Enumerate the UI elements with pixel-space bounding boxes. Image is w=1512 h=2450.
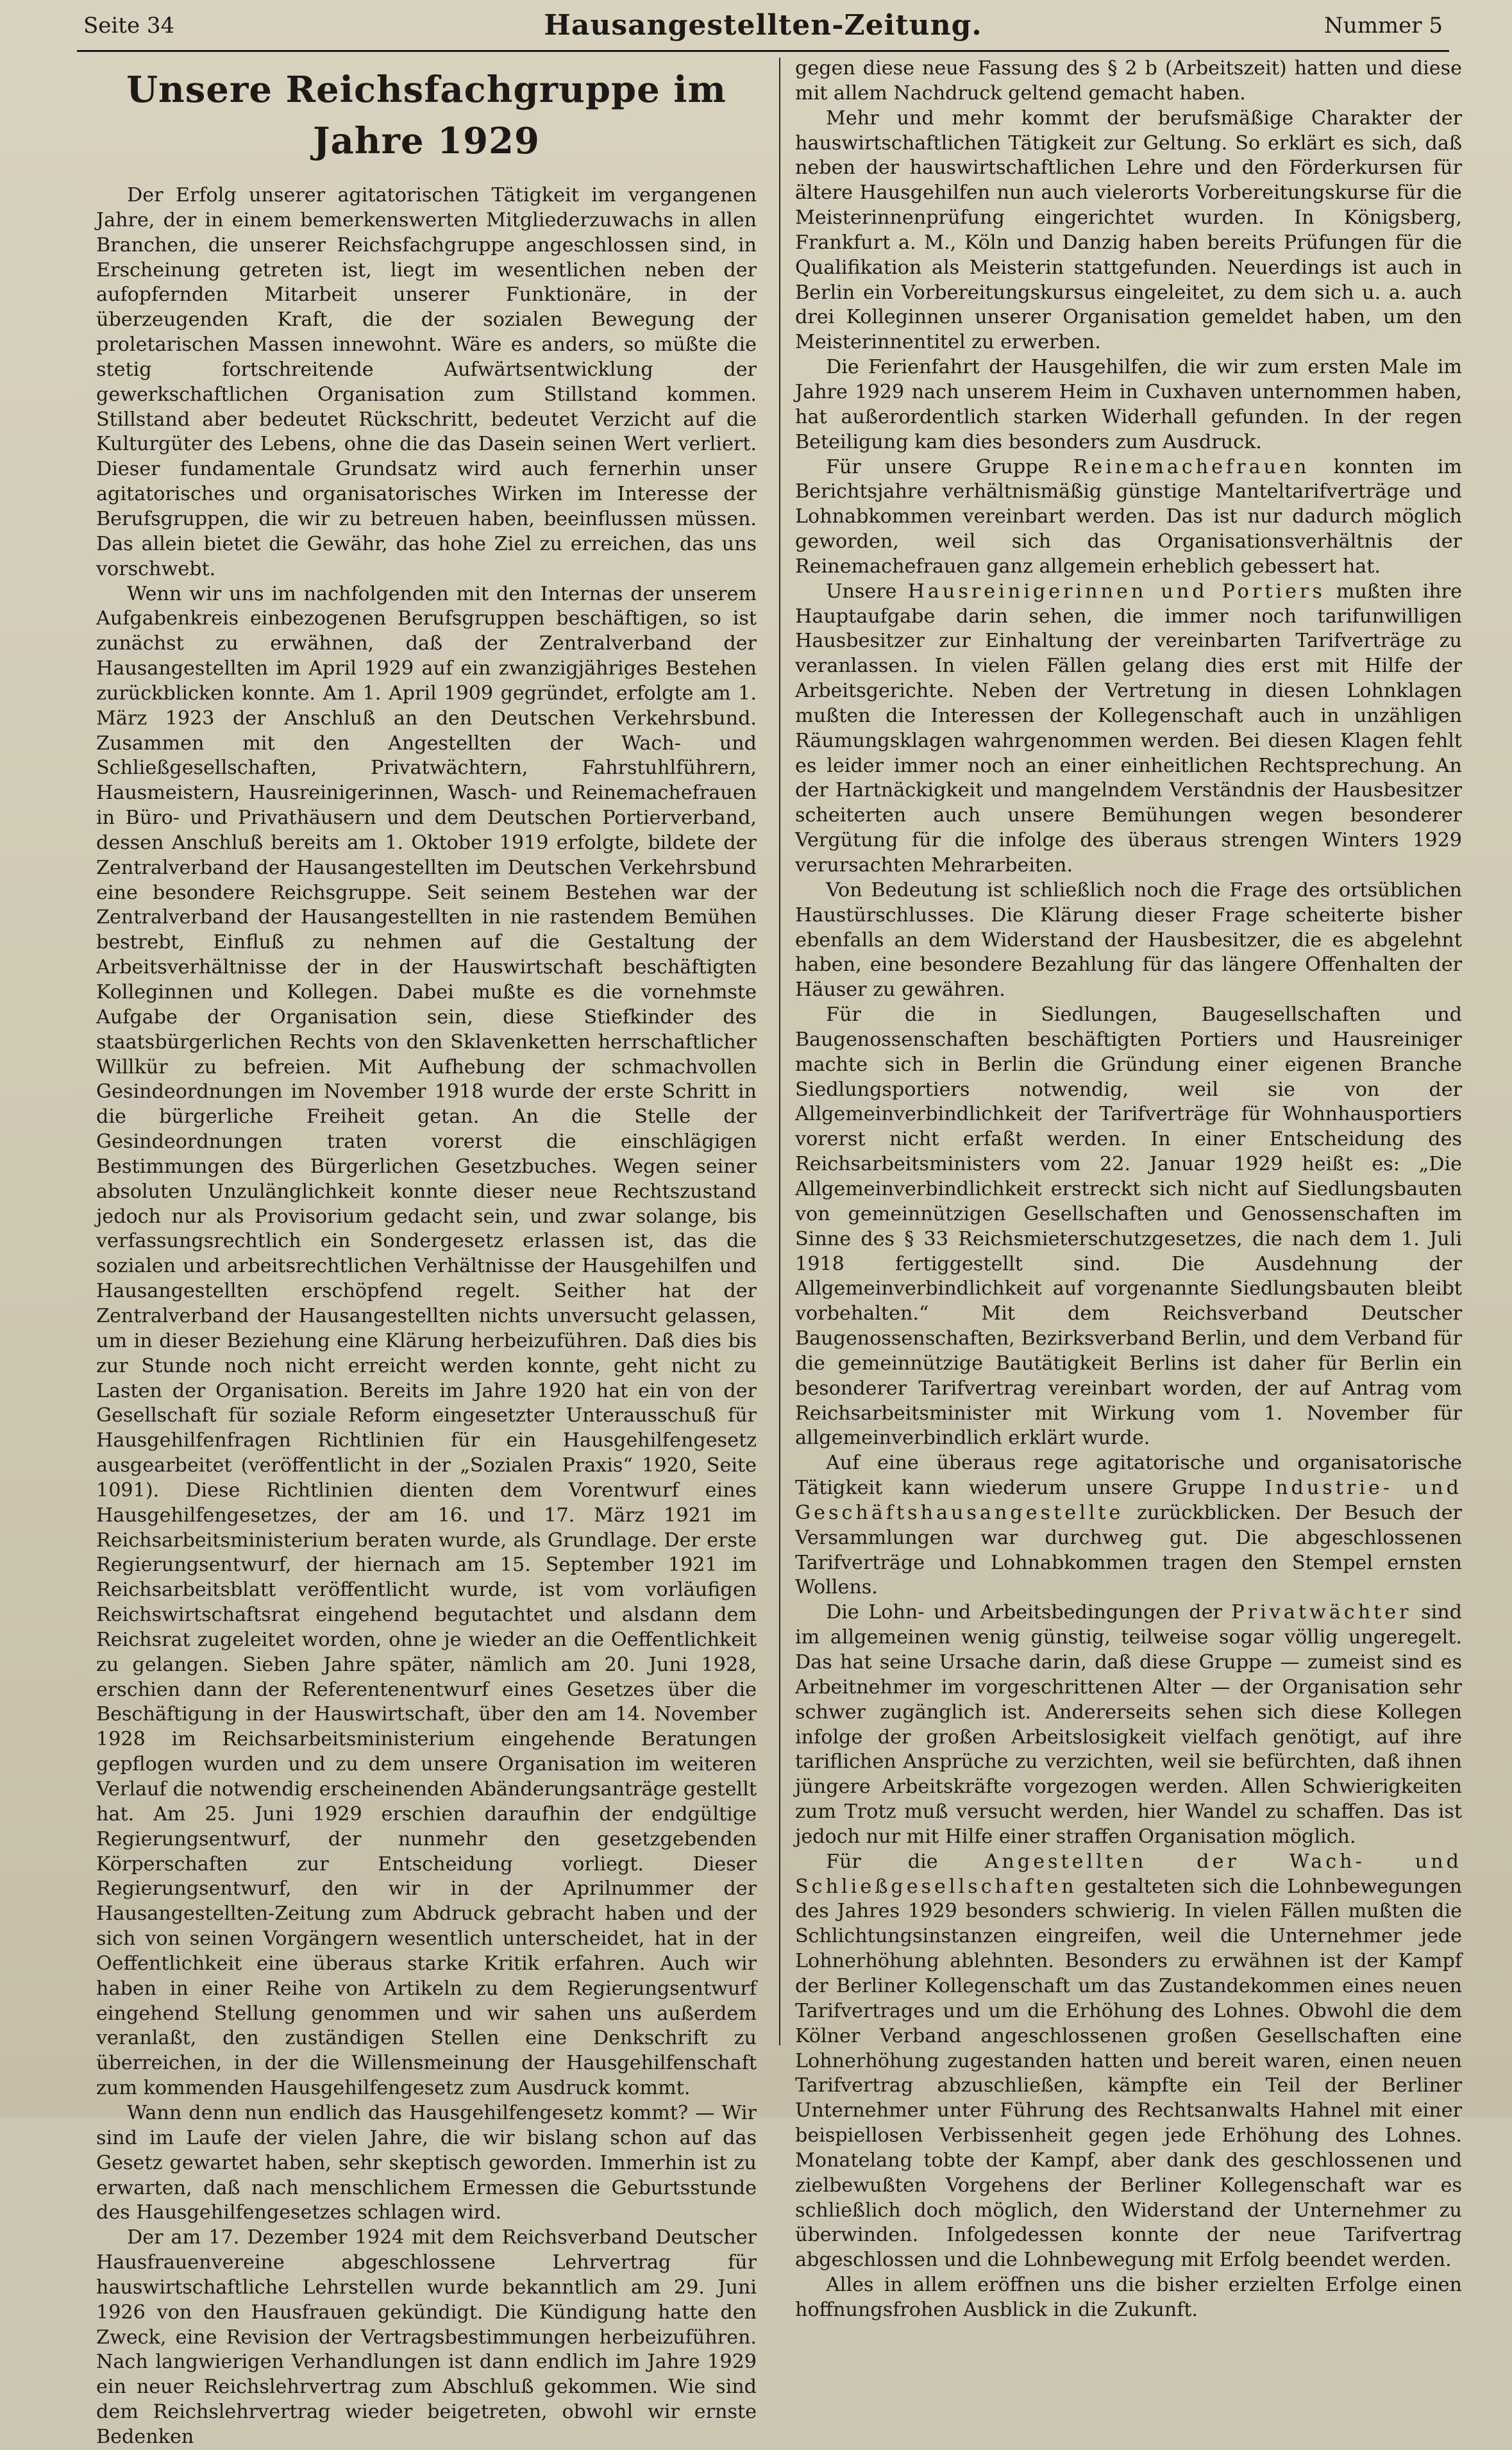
issue-number: Nummer 5 <box>1324 13 1443 38</box>
publication-title: Hausangestellten-Zeitung. <box>544 9 982 42</box>
running-head <box>83 6 1443 45</box>
paragraph-text: Für unsere Gruppe <box>826 455 1073 478</box>
header-rule <box>77 50 1449 52</box>
article-headline: Unsere Reichsfachgruppe im Jahre 1929 <box>126 69 727 162</box>
right-paragraph <box>795 1600 1462 1849</box>
left-paragraph: Wann denn nun endlich das Hausgehilfengesetz kommt? — Wir sind im Laufe der vielen Jahre, die wir bislang schon auf das Gesetz gewartet haben, sehr skeptisch geworden. Immerhin ist zu erwarten, daß nach menschlichem Ermessen die Geburtsstunde des Hausgehilfengesetzes schlagen wird. <box>96 2101 757 2224</box>
paragraph-text: sind im allgemeinen wenig günstig, teilweise sogar völlig ungeregelt. Das hat seine Ursache darin, daß diese Gruppe — zumeist sind es Arbeitnehmer im vorgeschrittenen Alter — der Organisation sehr schwer zugänglich ist. Andererseits sehen sich diese Kollegen infolge der großen Arbeitslosigkeit vielfach genötigt, auf ihre tariflichen Ansprüche zu verzichten, weil sie befürchten, daß ihnen jüngere Arbeitskräfte vorgezogen werden. Allen Schwierigkeiten zum Trotz muß versucht werden, hier Wandel zu schaffen. Das ist jedoch nur mit Hilfe einer straffen Organisation möglich. <box>795 1601 1463 1848</box>
right-column <box>795 56 1462 2323</box>
paragraph-text: Die Lohn- und Arbeitsbedingungen der <box>826 1601 1232 1624</box>
paragraph-text: mußten ihre Hauptaufgabe darin sehen, die immer noch tarifunwilligen Hausbesitzer zur Einhaltung der vereinbarten Tarifverträge zu veranlassen. In vielen Fällen gelang dies erst mit Hilfe der Arbeitsgerichte. Neben der Vertretung in diesen Lohnklagen mußten die Interessen der Kollegenschaft auch in unzähligen Räumungsklagen wahrgenommen werden. Bei diesen Klagen fehlt es leider immer noch an einer einheitlichen Rechtsprechung. An der Hartnäckigkeit und mangelndem Verständnis der Hausbesitzer scheiterten auch unsere Bemühungen wegen besonderer Vergütung für die infolge des überaus strengen Winters 1929 verursachten Mehrarbeiten. <box>795 580 1462 877</box>
right-paragraph <box>795 1451 1462 1600</box>
right-paragraph: Die Ferienfahrt der Hausgehilfen, die wir zum ersten Male im Jahre 1929 nach unserem Heim in Cuxhaven unternommen haben, hat außerordentlich starken Widerhall gefunden. In der regen Beteiligung kam dies besonders zum Ausdruck. <box>795 356 1462 453</box>
paragraph-text: Unsere <box>826 580 908 603</box>
left-paragraph: Der Erfolg unserer agitatorischen Tätigkeit im vergangenen Jahre, der in einem bemerkenswerten Mitgliederzuwachs in allen Branchen, die unserer Reichsfachgruppe angeschlossen sind, in Erscheinung getreten ist, liegt im wesentlichen neben der aufopfernden Mitarbeit unserer Funktionäre, in der überzeugenden Kraft, die der sozialen Bewegung der proletarischen Massen innewohnt. Wäre es anders, so müßte die stetig fortschreitende Aufwärtsentwicklung der gewerkschaftlichen Organisation zum Stillstand kommen. Stillstand aber bedeutet Rückschritt, bedeutet Verzicht auf die Kulturgüter des Lebens, ohne die das Dasein seinen Wert verliert. Dieser fundamentale Grundsatz wird auch fernerhin unser agitatorisches und organisatorisches Wirken im Interesse der Berufsgruppen, die wir zu betreuen haben, beeinflussen müssen. Das allein bietet die Gewähr, das hohe Ziel zu erreichen, das uns vorschwebt. <box>96 184 757 580</box>
right-paragraph <box>795 580 1462 878</box>
paragraph-text: zurückblicken. Der Besuch der Versammlungen war durchweg gut. Die abgeschlossenen Tarifverträge und Lohnabkommen tragen den Stempel ernsten Wollens. <box>795 1501 1462 1599</box>
right-paragraph: Für die in Siedlungen, Baugesellschaften und Baugenossenschaften beschäftigten Portiers und Hausreiniger machte sich in Berlin die Gründung einer eigenen Branche Siedlungsportiers notwendig, weil sie von der Allgemeinverbindlichkeit der Tarifverträge für Wohnhausportiers vorerst nicht erfaßt werden. In einer Entscheidung des Reichsarbeitsministers vom 22. Januar 1929 heißt es: „Die Allgemeinverbindlichkeit erstreckt sich nicht auf Siedlungsbauten von gemeinnützigen Gesellschaften und Genossenschaften im Sinne des § 33 Reichsmieterschutzgesetzes, die nach dem 1. Juli 1918 fertiggestellt sind. Die Ausdehnung der Allgemeinverbindlichkeit auf vorgenannte Siedlungsbauten bleibt vorbehalten.“ Mit dem Reichsverband Deutscher Baugenossenschaften, Bezirksverband Berlin, und dem Verband für die gemeinnützige Bautätigkeit Berlins ist daher für Berlin ein besonderer Tarifvertrag vereinbart worden, der auf Antrag vom Reichsarbeitsminister mit Wirkung vom 1. November für allgemeinverbindlich erklärt wurde. <box>795 1003 1462 1450</box>
paragraph-text: gestalteten sich die Lohnbewegungen des Jahres 1929 besonders schwierig. In vielen Fällen mußten die Schlichtungsinstanzen eingreifen, weil die Unternehmer jede Lohnerhöhung ablehnten. Besonders zu erwähnen ist der Kampf der Berliner Kollegenschaft um das Zustandekommen eines neuen Tarifvertrages und um die Erhöhung des Lohnes. Obwohl die dem Kölner Verband angeschlossenen großen Gesellschaften eine Lohnerhöhung zugestanden hatten und bereit waren, einen neuen Tarifvertrag abzuschließen, kämpfte ein Teil der Berliner Unternehmer unter Führung des Rechtsanwalts Hahnel mit einer beispiellosen Verbissenheit gegen jede Erhöhung des Lohnes. Monatelang tobte der Kampf, aber dank des geschlossenen und zielbewußten Vorgehens der Berliner Kollegenschaft war es schließlich doch möglich, den Widerstand der Unternehmer zu überwinden. Infolgedessen konnte der neue Tarifvertrag abgeschlossen und die Lohnbewegung mit Erfolg beendet werden. <box>795 1875 1462 2272</box>
right-paragraph <box>795 1850 1462 2273</box>
right-paragraph <box>795 455 1462 580</box>
right-paragraph: Mehr und mehr kommt der berufsmäßige Charakter der hauswirtschaftlichen Tätigkeit zur Geltung. So erklärt es sich, daß neben der hauswirtschaftlichen Lehre und den Förderkursen für ältere Hausgehilfen nun auch vielerorts Vorbereitungskurse für die Meisterinnenprüfung eingerichtet wurden. In Königsberg, Frankfurt a. M., Köln und Danzig haben bereits Prüfungen für die Qualifikation als Meisterin stattgefunden. Neuerdings ist auch in Berlin ein Vorbereitungskursus eingeleitet, zu dem sich u. a. auch drei Kolleginnen unserer Organisation gemeldet haben, um den Meisterinnentitel zu erwerben. <box>795 106 1462 354</box>
right-paragraph: gegen diese neue Fassung des § 2 b (Arbeitszeit) hatten und diese mit allem Nachdruck geltend gemacht haben. <box>795 57 1462 105</box>
paragraph-text: Auf eine überaus rege agitatorische und organisatorische Tätigkeit kann wiederum unsere Gruppe <box>795 1452 1462 1500</box>
right-paragraph: Von Bedeutung ist schließlich noch die Frage des ortsüblichen Haustürschlusses. Die Klärung dieser Frage scheiterte bisher ebenfalls an dem Widerstand der Hausbesitzer, die es abgelehnt haben, eine besondere Bezahlung für das längere Offenhalten der Häuser zu gewähren. <box>795 878 1462 1002</box>
spaced-emphasis: Angestellten der Wach- und Schließgesellschaften <box>795 1850 1462 1898</box>
spaced-emphasis: Hausreinigerinnen und Portiers <box>907 580 1325 603</box>
spaced-emphasis: Reinemachefrauen <box>1073 455 1310 478</box>
page-number: Seite 34 <box>83 13 175 38</box>
right-paragraph: Alles in allem eröffnen uns die bisher erzielten Erfolge einen hoffnungsfrohen Ausblick in die Zukunft. <box>795 2274 1462 2321</box>
paragraph-text: Für die <box>826 1850 985 1873</box>
left-paragraph: Wenn wir uns im nachfolgenden mit den Internas der unserem Aufgabenkreis einbezogenen Berufsgruppen beschäftigen, so ist zunächst zu erwähnen, daß der Zentralverband der Hausangestellten im April 1929 auf ein zwanzigjähriges Bestehen zurückblicken konnte. Am 1. April 1909 gegründet, erfolgte am 1. März 1923 der Anschluß an den Deutschen Verkehrsbund. Zusammen mit den Angestellten der Wach- und Schließgesellschaften, Privatwächtern, Fahrstuhlführern, Hausmeistern, Hausreinigerinnen, Wasch- und Reinemachefrauen in Büro- und Privathäusern und dem Deutschen Portierverband, dessen Anschluß bereits am 1. Oktober 1919 erfolgte, bildete der Zentralverband der Hausangestellten im Deutschen Verkehrsbund eine besondere Reichsgruppe. Seit seinem Bestehen war der Zentralverband der Hausangestellten in nie rastendem Bemühen bestrebt, Einfluß zu nehmen auf die Gestaltung der Arbeitsverhältnisse der in der Hauswirtschaft beschäftigten Kolleginnen und Kollegen. Dabei mußte es die vornehmste Aufgabe der Organisation sein, diese Stiefkinder des staatsbürgerlichen Rechts von den Sklavenketten herrschaftlicher Willkür zu befreien. Mit Aufhebung der schmachvollen Gesindeordnungen im November 1918 wurde der erste Schritt in die bürgerliche Freiheit getan. An die Stelle der Gesindeordnungen traten vorerst die einschlägigen Bestimmungen des Bürgerlichen Gesetzbuches. Wegen seiner absoluten Unzulänglichkeit konnte dieser neue Rechtszustand jedoch nur als Provisorium gedacht sein, und zwar solange, bis verfassungsrechtlich ein Sondergesetz erlassen ist, das die sozialen und arbeitsrechtlichen Verhältnisse der Hausgehilfen und Hausangestellten erschöpfend regelt. Seither hat der Zentralverband der Hausangestellten nichts unversucht gelassen, um in dieser Beziehung eine Klärung herbeizuführen. Daß dies bis zur Stunde noch nicht erreicht werden konnte, geht nicht zu Lasten der Organisation. Bereits im Jahre 1920 hat ein von der Gesellschaft für soziale Reform eingesetzter Unterausschuß für Hausgehilfenfragen Richtlinien für ein Hausgehilfengesetz ausgearbeitet (veröffentlicht in der „Sozialen Praxis“ 1920, Seite 1091). Diese Richtlinien dienten dem Vorentwurf eines Hausgehilfengesetzes, der am 16. und 17. März 1921 im Reichsarbeitsministerium beraten wurde, als Grundlage. Der erste Regierungsentwurf, der hiernach am 15. September 1921 im Reichsarbeitsblatt veröffentlicht wurde, ist vom vorläufigen Reichswirtschaftsrat eingehend begutachtet und alsdann dem Reichsrat zugeleitet worden, ohne je wieder an die Oeffentlichkeit zu gelangen. Sieben Jahre später, nämlich am 20. Juni 1928, erschien dann der Referentenentwurf eines Gesetzes über die Beschäftigung in der Hauswirtschaft, über den am 14. November 1928 im Reichsarbeitsministerium eingehende Beratungen gepflogen wurden und zu dem unsere Organisation im weiteren Verlauf die notwendig erscheinenden Abänderungsanträge gestellt hat. Am 25. Juni 1929 erschien daraufhin der endgültige Regierungsentwurf, der nunmehr den gesetzgebenden Körperschaften zur Entscheidung vorliegt. Dieser Regierungsentwurf, den wir in der Aprilnummer der Hausangestellten-Zeitung zum Abdruck gebracht haben und der sich von seinen Vorgängern wesentlich unterscheidet, hat in der Oeffentlichkeit eine überaus starke Kritik erfahren. Auch wir haben in einer Reihe von Artikeln zu dem Regierungsentwurf eingehend Stellung genommen und wir sahen uns außerdem veranlaßt, den zuständigen Stellen eine Denkschrift zu überreichen, in der die Willensmeinung der Hausgehilfenschaft zum kommenden Hausgehilfengesetz zum Ausdruck kommt. <box>96 582 757 2100</box>
paragraph-text: konnten im Berichtsjahre verhältnismäßig günstige Manteltarifverträge und Lohnabkommen vereinbart werden. Das ist nur dadurch möglich geworden, weil sich das Organisationsverhältnis der Reinemachefrauen ganz allgemein erheblich gebessert hat. <box>795 455 1462 578</box>
left-column <box>96 64 757 2450</box>
spaced-emphasis: Industrie- und Geschäftshausangestellte <box>795 1477 1462 1524</box>
column-divider <box>779 58 780 2045</box>
left-column-body <box>96 183 757 2450</box>
left-paragraph: Der am 17. Dezember 1924 mit dem Reichsverband Deutscher Hausfrauenvereine abgeschlossene Lehrvertrag für hauswirtschaftliche Lehrstellen wurde bekanntlich am 29. Juni 1926 von den Hausfrauen gekündigt. Die Kündigung hatte den Zweck, eine Revision der Vertragsbestimmungen herbeizuführen. Nach langwierigen Verhandlungen ist dann endlich im Jahre 1929 ein neuer Reichslehrvertrag zum Abschluß gekommen. Wie sind dem Reichslehrvertrag wieder beigetreten, obwohl wir ernste Bedenken <box>96 2226 757 2448</box>
right-column-body <box>795 56 1462 2323</box>
spaced-emphasis: Privatwächter <box>1231 1601 1412 1624</box>
